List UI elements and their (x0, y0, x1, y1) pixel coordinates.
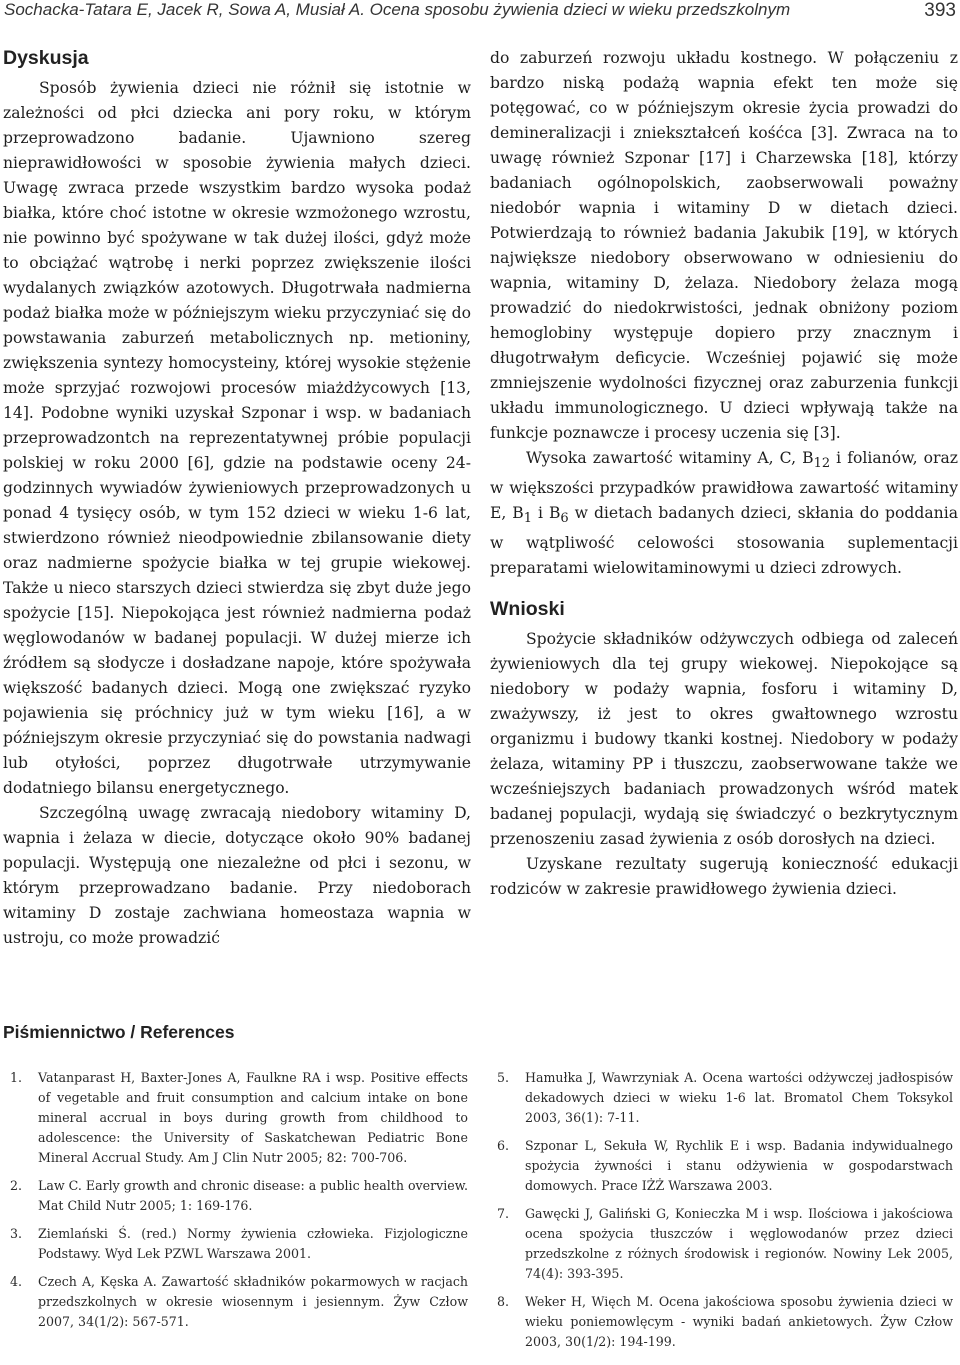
left-column (3, 46, 471, 990)
reference-number: 7. (497, 1206, 510, 1221)
conclusions-paragraph-2: Uzyskane rezultaty sugerują konieczność edukacji rodziców w zakresie prawidłowego żywienia dzieci. (490, 855, 958, 899)
vitamins-text-part-4: w dietach badanych dzieci, skłania do poddania w wątpliwość celowości stosowania suplementacji preparatami wielowitaminowymi u dzieci zdrowych. (490, 504, 958, 578)
reference-number: 6. (497, 1138, 510, 1153)
reference-item (497, 1136, 953, 1196)
reference-text: Gawęcki J, Galiński G, Konieczka M i wsp. Ilościowa i jakościowa ocena spożycia tłuszczów i węglowodanów przez dzieci przedszkolne z różnych środowisk i regionów. Nowiny Lek 2005, 74(4): 393-395. (525, 1206, 953, 1281)
reference-text: Weker H, Więch M. Ocena jakościowa sposobu żywienia dzieci w wieku poniemowlęcym - wyniki badań ankietowych. Żyw Człow 2003, 30(1/2): 194-199. (525, 1294, 953, 1349)
reference-item (497, 1204, 953, 1284)
subscript-b6: 6 (560, 511, 569, 527)
conclusions-heading: Wnioski (490, 598, 565, 621)
reference-text: Czech A, Kęska A. Zawartość składników pokarmowych w racjach przedszkolnych w okresie wiosennym i jesiennym. Żyw Człow 2007, 34(1/2): 567-571. (38, 1274, 468, 1329)
references-right-column (497, 1068, 953, 1358)
reference-number: 4. (10, 1274, 23, 1289)
vitamins-text-part-2: i folianów, oraz w większości przypadków prawidłowa zawartość witaminy E, B (490, 449, 958, 523)
reference-number: 2. (10, 1178, 23, 1193)
reference-item (10, 1224, 468, 1264)
reference-item (497, 1292, 953, 1352)
running-header (4, 0, 956, 24)
reference-number: 1. (10, 1070, 23, 1085)
reference-item (10, 1176, 468, 1216)
vitamins-text-part-3: i B (532, 504, 561, 523)
discussion-continuation-paragraph: do zaburzeń rozwoju układu kostnego. W połączeniu z bardzo niską podażą wapnia efekt ten może się potęgować, co w późniejszym okresie życia prowadzi do demineralizacji i zniekształceń kośćca [3]. Zwraca na to uwagę również Szponar [17] i Charzewska [18], którzy badaniach ogólnopolskich, zaobserwowali poważny niedobór wapnia i witaminy D w dietach dzieci. Potwierdzają to również badania Jakubik [19], w których największe niedobory obserwowano w odniesieniu do wapnia, witaminy D, żelaza. Niedobory żelaza mogą prowadzić do niedokrwistości, jednak obniżony poziom hemoglobiny występuje dopiero przy znacznym i długotrwałym deficycie. Wcześniej pojawić się może zmniejszenie wydolności fizycznej oraz zaburzenia funkcji układu immunologicznego. U dzieci wpływają także na funkcje poznawcze i procesy uczenia się [3]. (490, 49, 958, 442)
reference-number: 8. (497, 1294, 510, 1309)
running-title: Sochacka-Tatara E, Jacek R, Sowa A, Musiał A. Ocena sposobu żywienia dzieci w wieku przedszkolnym (4, 0, 791, 19)
discussion-paragraph-1: Sposób żywienia dzieci nie różnił się istotnie w zależności od płci dziecka ani pory roku, w którym przeprowadzono badanie. Ujawniono szereg nieprawidłowości w sposobie żywienia małych dzieci. Uwagę zwraca przede wszystkim bardzo wysoka podaż białka, które choć istotne w okresie wzmożonego wzrostu, nie powinno być spożywane w tak dużej ilości, gdyż może to obciążać wątrobę i nerki poprzez zwiększenie ilości wydalanych związków azotowych. Długotrwała nadmierna podaż białka może w późniejszym wieku przyczyniać się do powstawania zaburzeń metabolicznych np. metioniny, zwiększenia syntezy homocysteiny, której wysokie stężenie może sprzyjać rozwojowi procesów miażdżycowych [13, 14]. Podobne wyniki uzyskał Szponar i wsp. w badaniach przeprowadzontch na reprezentatywnej próbie populacji polskiej w roku 2000 [6], gdzie na podstawie oceny 24-godzinnych wywiadów żywieniowych przeprowadzonych u ponad 4 tysięcy osób, w tym 152 dzieci w wieku 1-6 lat, stwierdzono również nieodpowiednie zbilansowanie diety oraz nadmierne spożycie białka w tej grupie wiekowej. Także u nieco starszych dzieci stwierdza się zbyt duże jego spożycie [15]. Niepokojąca jest również nadmierna podaż węglowodanów w badanej populacji. W dużej mierze ich źródłem są słodycze i dosładzane napoje, które spożywała większość badanych dzieci. Mogą one zwiększać ryzyko pojawienia się próchnicy już w tym wieku [16], a w późniejszym okresie przyczyniać się do powstania nadwagi lub otyłości, poprzez długotrwałe utrzymywanie dodatniego bilansu energetycznego. (3, 79, 471, 797)
reference-text: Szponar L, Sekuła W, Rychlik E i wsp. Badania indywidualnego spożycia żywności i stanu odżywienia w gospodarstwach domowych. Prace IŻŻ Warszawa 2003. (525, 1138, 953, 1193)
reference-number: 3. (10, 1226, 23, 1241)
reference-text: Law C. Early growth and chronic disease: a public health overview. Mat Child Nutr 2005; 1: 169-176. (38, 1178, 468, 1213)
reference-item (10, 1068, 468, 1168)
conclusions-paragraph-1: Spożycie składników odżywczych odbiega od zaleceń żywieniowych dla tej grupy wiekowej. Niepokojące są niedobory w podaży wapnia, fosforu i witaminy D, zważywszy, iż jest to okres gwałtownego wzrostu organizmu i budowy tkanki kostnej. Niedobory w podaży żelaza, witaminy PP i tłuszczu, zaobserwowane także we wcześniejszych badaniach prowadzonych wśród matek badanej populacji, wydają się świadczyć o bezkrytycznym przenoszeniu zasad żywienia z osób dorosłych na dzieci. (490, 630, 958, 849)
page-number: 393 (924, 0, 956, 21)
discussion-heading: Dyskusja (3, 47, 89, 69)
reference-number: 5. (497, 1070, 510, 1085)
reference-text: Hamułka J, Wawrzyniak A. Ocena wartości odżywczej jadłospisów dekadowych dzieci w wieku 1-6 lat. Bromatol Chem Toksykol 2003, 36(1): 7-11. (525, 1070, 953, 1125)
reference-item (10, 1272, 468, 1332)
vitamins-paragraph (490, 446, 958, 581)
subscript-b12: 12 (813, 456, 831, 472)
vitamins-text-part-1: Wysoka zawartość witaminy A, C, B (526, 449, 814, 467)
reference-text: Vatanparast H, Baxter-Jones A, Faulkne RA i wsp. Positive effects of vegetable and fruit consumption and calcium intake on bone mineral accrual in boys during growth from childhood to adolescence: the University of Saskatchewan Pediatric Bone Mineral Accrual Study. Am J Clin Nutr 2005; 82: 700-706. (38, 1070, 468, 1165)
reference-text: Ziemlański Ś. (red.) Normy żywienia człowieka. Fizjologiczne Podstawy. Wyd Lek PZWL Warszawa 2001. (38, 1226, 468, 1261)
discussion-paragraph-2: Szczególną uwagę zwracają niedobory witaminy D, wapnia i żelaza w diecie, dotyczące około 90% badanej populacji. Występują one niezależne od płci i sezonu, w którym przeprowadzano badanie. Przy niedoborach witaminy D zostaje zachwiana homeostaza wapnia w ustroju, co może prowadzić (3, 804, 471, 947)
references-left-column (10, 1068, 468, 1358)
references-heading: Piśmiennictwo / References (3, 1022, 235, 1042)
subscript-b1: 1 (523, 511, 533, 527)
reference-item (497, 1068, 953, 1128)
right-column (490, 46, 958, 990)
